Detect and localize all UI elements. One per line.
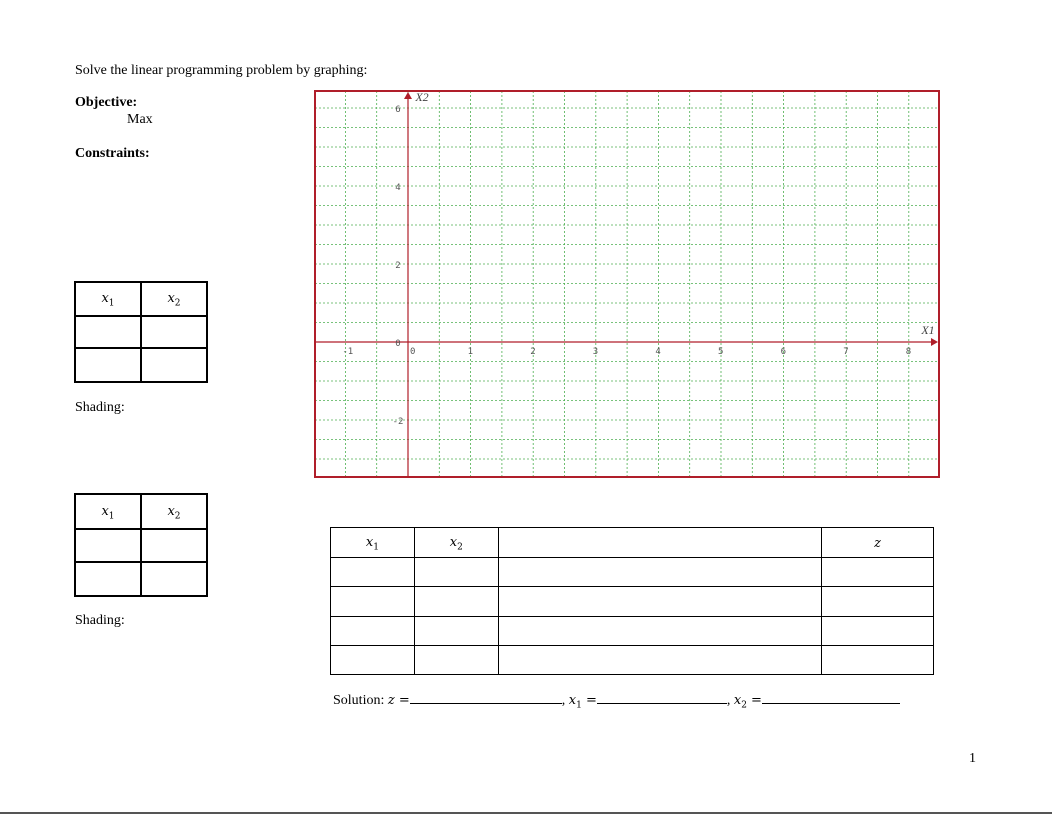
table2-header-x1: $x_1$ xyxy=(75,494,141,529)
constraint-table-1 xyxy=(74,281,208,383)
solution-comma: , xyxy=(726,693,731,708)
constraints-label: Constraints: xyxy=(75,146,150,161)
solution-x2-blank[interactable] xyxy=(762,691,900,704)
solution-x1-blank[interactable] xyxy=(597,691,727,704)
table2-cell[interactable] xyxy=(75,562,141,596)
shading-label-2: Shading: xyxy=(75,613,125,628)
results-cell[interactable] xyxy=(822,646,934,675)
table-row xyxy=(331,617,934,646)
y-tick-label: 6 xyxy=(395,105,401,115)
x-tick-label: 4 xyxy=(655,347,661,357)
solution-z-label: z = xyxy=(387,693,410,708)
x-tick-label: 3 xyxy=(592,347,599,357)
results-cell[interactable] xyxy=(331,558,415,587)
table1-cell[interactable] xyxy=(75,316,141,348)
page-number: 1 xyxy=(969,751,976,766)
x-tick-label: 1 xyxy=(467,347,474,357)
results-cell[interactable] xyxy=(331,646,415,675)
results-cell[interactable] xyxy=(822,587,934,617)
results-cell[interactable] xyxy=(414,646,498,675)
results-cell[interactable] xyxy=(498,558,821,587)
y-tick-label: -2 xyxy=(392,417,404,427)
x-tick-label: 7 xyxy=(843,347,849,357)
y-axis-title: X2 xyxy=(415,90,429,104)
results-header-x1: $x_1$ xyxy=(331,528,415,558)
results-header-blank xyxy=(498,528,821,558)
table1-cell[interactable] xyxy=(141,316,207,348)
results-cell[interactable] xyxy=(414,558,498,587)
results-cell[interactable] xyxy=(331,617,415,646)
x-tick-label: 2 xyxy=(530,347,536,357)
graph-paper[interactable] xyxy=(314,90,940,478)
table1-header-x2: $x_2$ xyxy=(141,282,207,316)
results-header-z: z xyxy=(822,528,934,558)
x-tick-label: 8 xyxy=(905,347,912,357)
results-cell[interactable] xyxy=(498,617,821,646)
table2-cell[interactable] xyxy=(141,529,207,562)
objective-label: Objective: xyxy=(75,95,138,110)
solution-z-blank[interactable] xyxy=(410,691,562,704)
objective-sense: Max xyxy=(127,112,153,127)
shading-label-1: Shading: xyxy=(75,400,125,415)
table2-cell[interactable] xyxy=(75,529,141,562)
table-row xyxy=(331,646,934,675)
results-cell[interactable] xyxy=(331,587,415,617)
table2-cell[interactable] xyxy=(141,562,207,596)
results-cell[interactable] xyxy=(498,587,821,617)
x-tick-label: 6 xyxy=(780,347,787,357)
y-tick-label: 2 xyxy=(395,261,401,271)
solution-x1-label: $x_1$ = xyxy=(568,693,597,711)
table-row xyxy=(331,558,934,587)
results-cell[interactable] xyxy=(414,617,498,646)
y-axis-arrow xyxy=(404,92,412,99)
solution-prefix: Solution: xyxy=(333,693,388,708)
x-axis-title: X1 xyxy=(921,323,935,337)
x-tick-label: 0 xyxy=(410,347,416,357)
y-tick-label: 4 xyxy=(395,183,401,193)
results-table xyxy=(330,527,934,675)
table1-cell[interactable] xyxy=(75,348,141,382)
results-cell[interactable] xyxy=(414,587,498,617)
solution-line xyxy=(333,691,900,711)
results-cell[interactable] xyxy=(822,617,934,646)
x-tick-label: -1 xyxy=(342,347,354,357)
table1-header-x1: $x_1$ xyxy=(75,282,141,316)
table2-header-x2: $x_2$ xyxy=(141,494,207,529)
solution-x2-label: $x_2$ = xyxy=(733,693,762,711)
table-row xyxy=(331,587,934,617)
constraint-table-2 xyxy=(74,493,208,597)
results-cell[interactable] xyxy=(498,646,821,675)
x-tick-label: 5 xyxy=(718,347,724,357)
instructions: Solve the linear programming problem by graphing: xyxy=(75,63,368,78)
results-header-x2: $x_2$ xyxy=(414,528,498,558)
table1-cell[interactable] xyxy=(141,348,207,382)
y-tick-label: 0 xyxy=(395,339,401,349)
results-cell[interactable] xyxy=(822,558,934,587)
x-axis-arrow xyxy=(931,338,938,346)
solution-comma: , xyxy=(561,693,566,708)
